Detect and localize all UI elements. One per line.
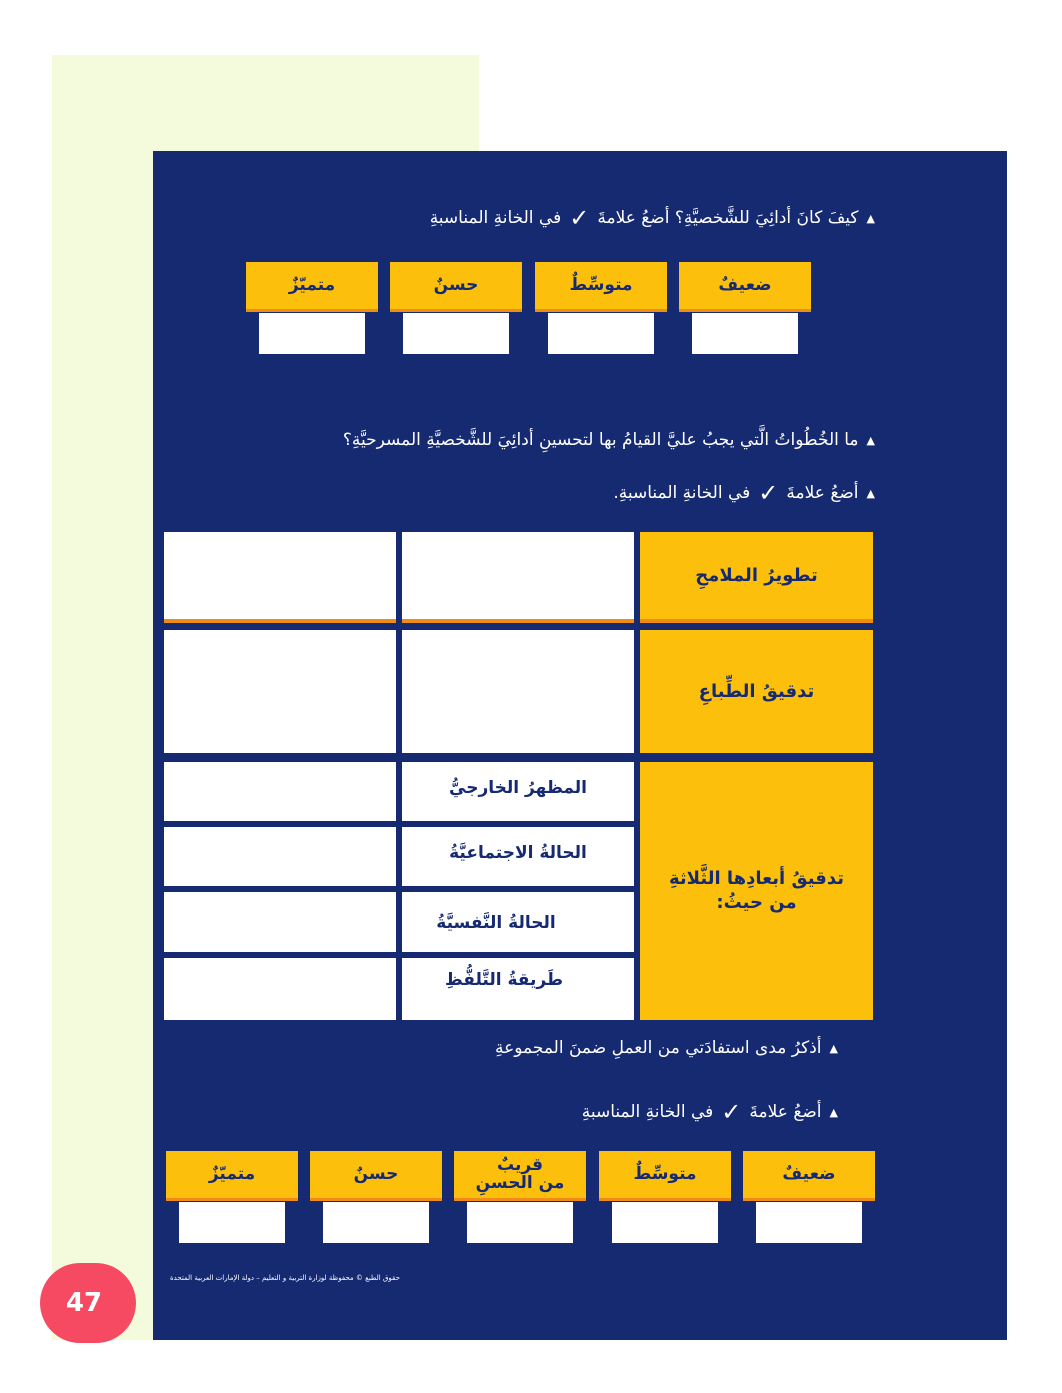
option-good-label: حسنٌ	[390, 262, 522, 312]
bullet-icon: ▲	[866, 486, 875, 500]
sub-item-psych-label: الحالةُ النَّفسيَّةُ	[436, 913, 556, 933]
question-teamwork	[495, 1038, 838, 1058]
bullet-icon: ▲	[866, 433, 875, 447]
option-average-label: متوسِّطٌ	[535, 262, 667, 312]
question-performance-suffix: في الخانةِ المناسبةِ	[429, 208, 562, 228]
sub-item-social-check[interactable]	[164, 827, 396, 886]
checkmark-icon: ✓	[758, 479, 779, 507]
option-average-checkbox[interactable]	[548, 313, 654, 354]
copyright-notice: حقوق الطبع © محفوظة لوزارة التربية و التعليم – دولة الإمارات العربية المتحدة	[170, 1274, 400, 1282]
option-weak-checkbox[interactable]	[692, 313, 798, 354]
question-mark	[613, 479, 875, 507]
rating-good-checkbox[interactable]	[323, 1202, 429, 1243]
bullet-icon: ▲	[866, 211, 875, 225]
sub-item-speech-label: طَريقةُ التَّلفُّظِ	[445, 970, 563, 990]
sub-item-psych-check[interactable]	[164, 892, 396, 952]
row-features-cell-2[interactable]	[164, 532, 396, 623]
question-teamwork-text: أذكرُ مدى استفادَتي من العملِ ضمنَ المجموعةِ	[495, 1038, 822, 1058]
rating-near-good-line1: قريبٌ	[496, 1154, 544, 1175]
rating-average-checkbox[interactable]	[612, 1202, 718, 1243]
rating-excellent-checkbox[interactable]	[179, 1202, 285, 1243]
option-excellent-label: متميّزٌ	[246, 262, 378, 312]
rating-weak-label: ضعيفٌ	[743, 1151, 875, 1201]
row-traits-cell-1[interactable]	[402, 630, 634, 753]
rating-average-label: متوسِّطٌ	[599, 1151, 731, 1201]
row-traits-label: تدقيقُ الطِّباعِ	[640, 630, 873, 753]
rating-near-good-line2: من الحسنِ	[475, 1172, 565, 1193]
row-features-cell-1[interactable]	[402, 532, 634, 623]
sub-item-appearance-check[interactable]	[164, 762, 396, 821]
checkmark-icon: ✓	[721, 1098, 742, 1126]
question-mark-suffix: في الخانةِ المناسبةِ.	[613, 483, 751, 503]
bullet-icon: ▲	[829, 1105, 838, 1119]
row-dimensions-line2: من حيثُ:	[716, 892, 797, 913]
sub-item-social-label: الحالةُ الاجتماعيَّةُ	[449, 843, 587, 863]
sub-item-speech-check[interactable]	[164, 958, 396, 1020]
question-mark-2-text: أضعُ علامةَ	[749, 1102, 822, 1122]
sub-item-appearance-label: المظهرُ الخارجيُّ	[449, 778, 587, 798]
question-mark-text: أضعُ علامةَ	[786, 483, 859, 503]
rating-excellent-label: متميّزٌ	[166, 1151, 298, 1201]
row-dimensions-label	[640, 762, 873, 1020]
page-number-badge	[40, 1263, 136, 1343]
rating-good-label: حسنٌ	[310, 1151, 442, 1201]
row-features-label: تطويرُ الملامحِ	[640, 532, 873, 623]
page-number: 47	[65, 1288, 103, 1318]
rating-near-good-label	[454, 1151, 586, 1201]
checkmark-icon: ✓	[569, 204, 590, 232]
option-weak-label: ضعيفٌ	[679, 262, 811, 312]
rating-near-good-checkbox[interactable]	[467, 1202, 573, 1243]
question-steps-text: ما الخُطُواتُ الَّتي يجبُ عليَّ القيامُ بها لتحسينِ أدائِيَ للشَّخصيَّةِ المسرحيَّةِ؟	[342, 430, 859, 450]
row-traits-cell-2[interactable]	[164, 630, 396, 753]
question-performance-text: كيفَ كانَ أدائِيَ للشَّخصيَّةِ؟ أضعُ علامةَ	[597, 208, 859, 228]
rating-weak-checkbox[interactable]	[756, 1202, 862, 1243]
question-steps	[343, 430, 875, 450]
option-excellent-checkbox[interactable]	[259, 313, 365, 354]
question-performance	[430, 204, 875, 232]
bullet-icon: ▲	[829, 1041, 838, 1055]
question-mark-2-suffix: في الخانةِ المناسبةِ	[581, 1102, 714, 1122]
question-mark-2	[582, 1098, 838, 1126]
option-good-checkbox[interactable]	[403, 313, 509, 354]
row-dimensions-line1: تدقيقُ أبعادِها الثَّلاثةِ	[669, 867, 844, 889]
